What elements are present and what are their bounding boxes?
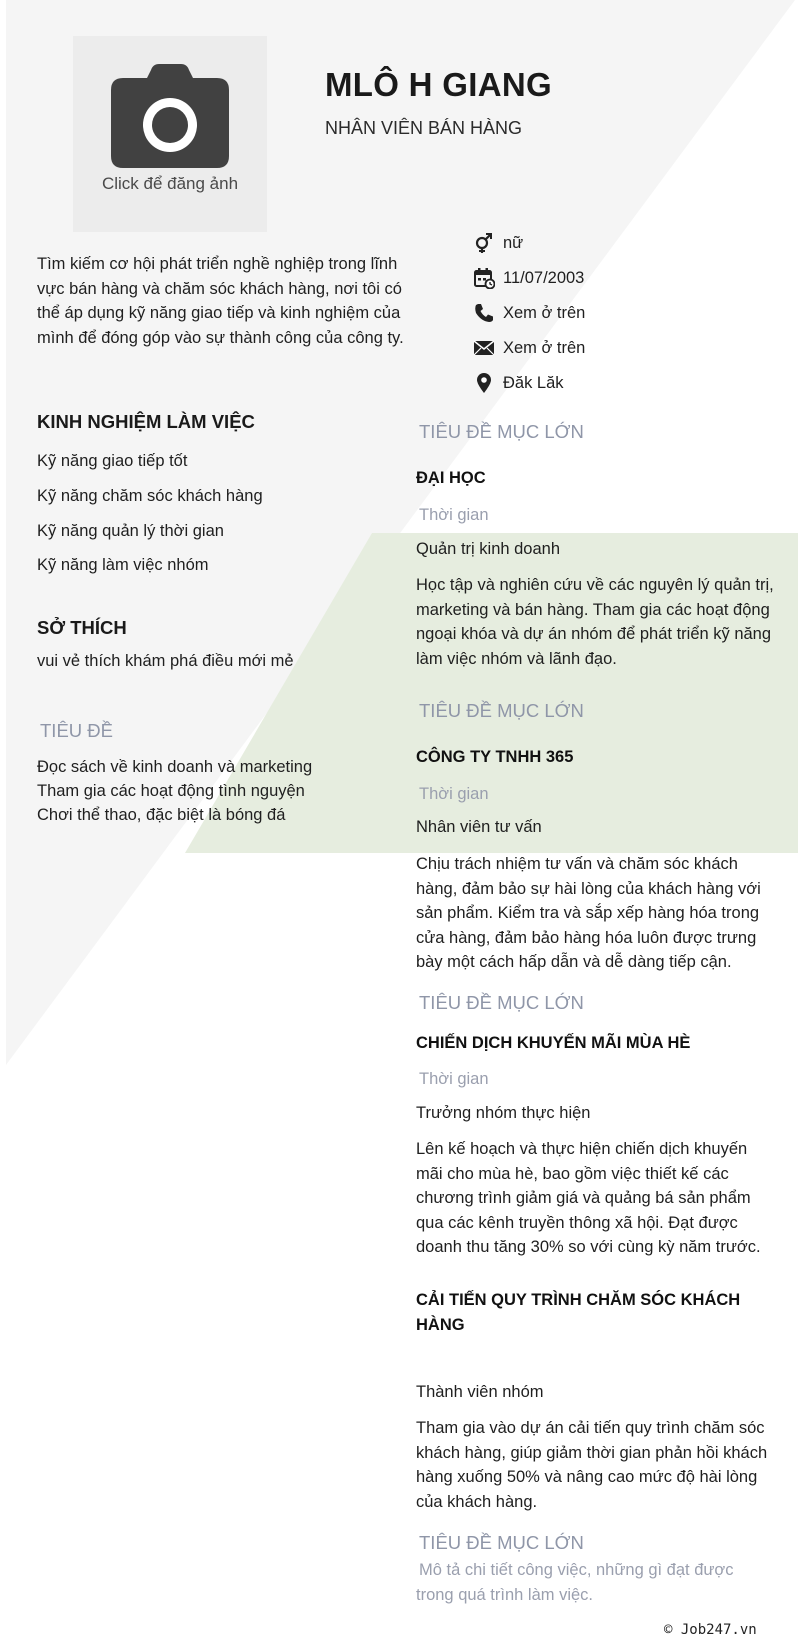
- entry-description: Chịu trách nhiệm tư vấn và chăm sóc khách hàng, đảm bảo sự hài lòng của khách hàng với sản phẩm. Kiểm tra và sắp xếp hàng hóa trong cửa hàng, đảm bảo hàng hóa luôn được trưng bày một cách hấp dẫn và dễ dàng tiếp cận.: [416, 855, 761, 971]
- job-title: NHÂN VIÊN BÁN HÀNG: [325, 118, 523, 138]
- phone-text: Xem ở trên: [503, 304, 586, 322]
- entry-role: Thành viên nhóm: [416, 1383, 544, 1401]
- footer-copyright: © Job247.vn: [664, 1622, 757, 1638]
- entry-description: Học tập và nghiên cứu về các nguyên lý quản trị, marketing và bán hàng. Tham gia các hoạt động ngoại khóa và dự án nhóm để phát triển kỹ năng làm việc nhóm và lãnh đạo.: [416, 576, 774, 668]
- skill-item: Kỹ năng làm việc nhóm: [37, 556, 209, 574]
- entry-description: Tham gia vào dự án cải tiến quy trình chăm sóc khách hàng, giúp giảm thời gian phản hồi khách hàng xuống 50% và nâng cao mức độ hài lòng của khách hàng.: [416, 1419, 768, 1511]
- entry-description: Mô tả chi tiết công việc, những gì đạt được trong quá trình làm việc.: [416, 1561, 734, 1604]
- skill-item: Kỹ năng quản lý thời gian: [37, 522, 224, 540]
- gender-text: nữ: [503, 234, 524, 252]
- candidate-name: MLÔ H GIANG: [325, 66, 552, 103]
- email-icon: [473, 337, 495, 359]
- address-text: Đăk Lăk: [503, 374, 564, 392]
- entry-title: CẢI TIẾN QUY TRÌNH CHĂM SÓC KHÁCH HÀNG: [416, 1291, 741, 1334]
- entry-description: Lên kế hoạch và thực hiện chiến dịch khuyến mãi cho mùa hè, bao gồm việc thiết kế các chương trình giảm giá và quảng bá sản phẩm qua các kênh truyền thông xã hội. Đạt được doanh thu tăng 30% so với cùng kỳ năm trước.: [416, 1140, 761, 1256]
- entry-title: CÔNG TY TNHH 365: [416, 748, 574, 766]
- email-text: Xem ở trên: [503, 339, 586, 357]
- entry-time: Thời gian: [419, 506, 489, 524]
- birthday-text: 11/07/2003: [503, 269, 585, 287]
- calendar-icon: [473, 267, 495, 289]
- entry-role: Trưởng nhóm thực hiện: [416, 1104, 591, 1122]
- experience-heading: KINH NGHIỆM LÀM VIỆC: [37, 411, 255, 432]
- skill-item: Kỹ năng chăm sóc khách hàng: [37, 487, 263, 505]
- entry-role: Quản trị kinh doanh: [416, 540, 561, 558]
- gender-icon: [473, 232, 495, 254]
- hobbies-text: vui vẻ thích khám phá điều mới mẻ: [37, 652, 294, 670]
- section-heading: TIÊU ĐỀ MỤC LỚN: [419, 992, 584, 1013]
- extra-heading: TIÊU ĐỀ: [40, 720, 113, 741]
- career-objective: Tìm kiếm cơ hội phát triển nghề nghiệp trong lĩnh vực bán hàng và chăm sóc khách hàng, nơi tôi có thể áp dụng kỹ năng giao tiếp và kinh nghiệm của mình để đóng góp vào sự thành công của công ty.: [37, 255, 404, 347]
- entry-title: ĐẠI HỌC: [416, 469, 486, 487]
- entry-time: Thời gian: [419, 785, 489, 803]
- extra-item: Tham gia các hoạt động tình nguyện: [37, 782, 305, 800]
- section-heading: TIÊU ĐỀ MỤC LỚN: [419, 1532, 584, 1553]
- section-heading: TIÊU ĐỀ MỤC LỚN: [419, 700, 584, 721]
- section-heading: TIÊU ĐỀ MỤC LỚN: [419, 421, 584, 442]
- photo-caption: Click để đăng ảnh: [101, 174, 239, 193]
- phone-icon: [473, 302, 495, 324]
- extra-item: Chơi thể thao, đặc biệt là bóng đá: [37, 806, 286, 824]
- entry-time: Thời gian: [419, 1070, 489, 1088]
- hobbies-heading: SỞ THÍCH: [37, 617, 127, 638]
- entry-role: Nhân viên tư vấn: [416, 818, 542, 836]
- skill-item: Kỹ năng giao tiếp tốt: [37, 452, 188, 470]
- location-pin-icon: [473, 372, 495, 394]
- photo-upload[interactable]: [73, 36, 267, 232]
- camera-icon: [111, 64, 229, 168]
- entry-title: CHIẾN DỊCH KHUYẾN MÃI MÙA HÈ: [416, 1034, 691, 1052]
- extra-item: Đọc sách về kinh doanh và marketing: [37, 758, 313, 776]
